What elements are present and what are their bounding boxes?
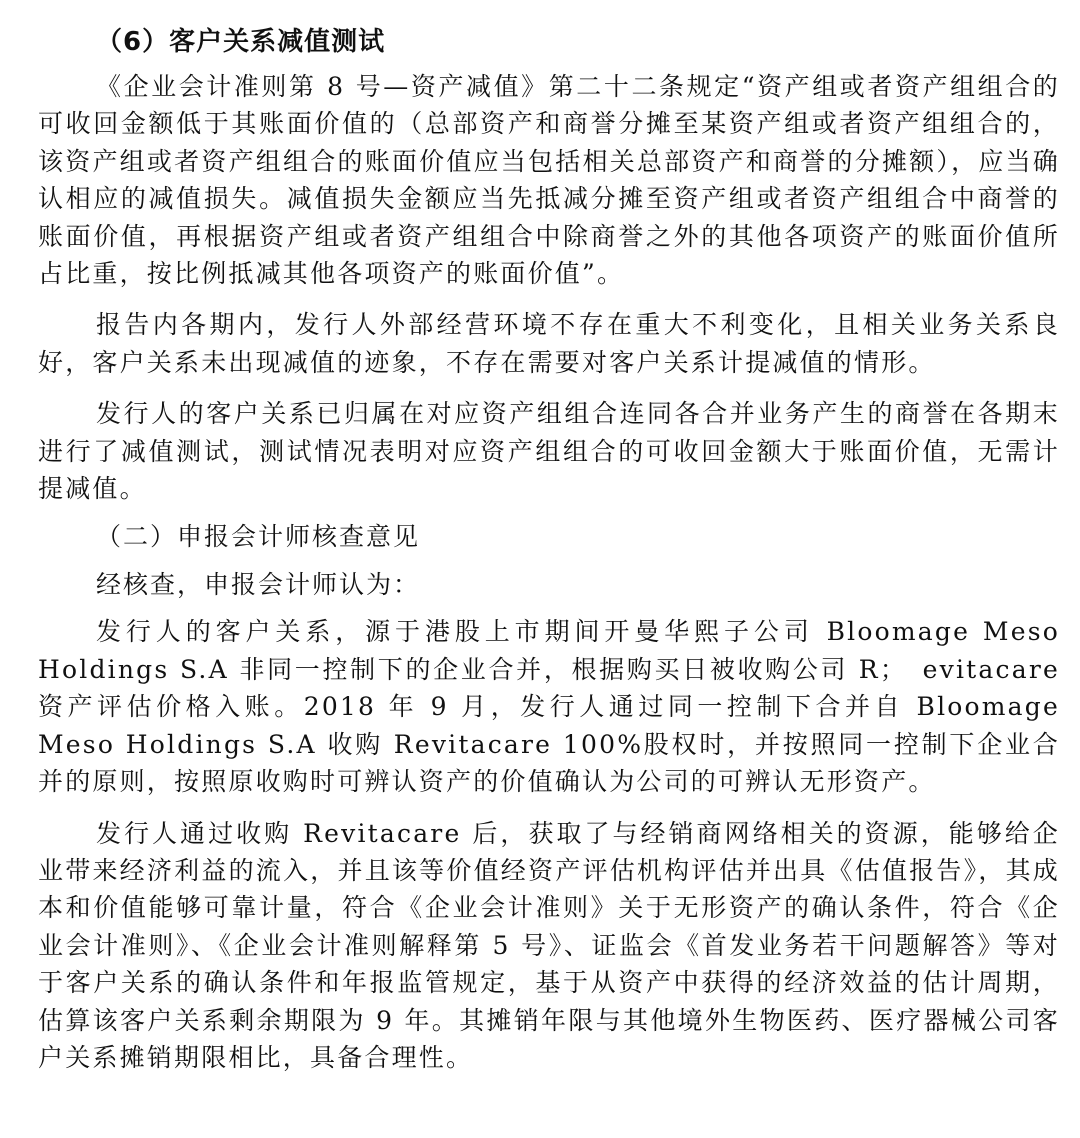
document-page — [38, 22, 1060, 1090]
paragraph-impairment-test: 发行人的客户关系已归属在对应资产组组合连同各合并业务产生的商誉在各期末进行了减值测试，测试情况表明对应资产组组合的可收回金额大于账面价值，无需计提减值。 — [38, 399, 1060, 504]
paragraph-environment: 报告内各期内，发行人外部经营环境不存在重大不利变化，且相关业务关系良好，客户关系未出现减值的迹象，不存在需要对客户关系计提减值的情形。 — [38, 310, 1060, 377]
opinion-heading: （二）申报会计师核查意见 — [96, 522, 421, 552]
paragraph-impairment-rule: 《企业会计准则第 8 号—资产减值》第二十二条规定“资产组或者资产组组合的可收回金额低于其账面价值的（总部资产和商誉分摊至某资产组或者资产组组合的，该资产组或者资产组组合的账面价值应当包括相关总部资产和商誉的分摊额），应当确认相应的减值损失。减值损失金额应当先抵减分摊至资产组或者资产组组合中商誉的账面价值，再根据资产组或者资产组组合中除商誉之外的其他各项资产的账面价值所占比重，按比例抵减其他各项资产的账面价值”。 — [38, 72, 1060, 289]
paragraph-customer-relationship-origin: 发行人的客户关系，源于港股上市期间开曼华熙子公司 Bloomage Meso Holdings S.A 非同一控制下的企业合并，根据购买日被收购公司 R； evitacare 资产评估价格入账。2018 年 9 月，发行人通过同一控制下合并自 Bloomage Meso Holdings S.A 收购 Revitacare 100%股权时，并按照同一控制下企业合并的原则，按照原收购时可辨认资产的价值确认为公司的可辨认无形资产。 — [38, 617, 1060, 797]
opinion-lead: 经核查，申报会计师认为： — [96, 570, 421, 600]
section-heading: （6）客户关系减值测试 — [96, 27, 386, 57]
paragraph-customer-relationship-recognition: 发行人通过收购 Revitacare 后，获取了与经销商网络相关的资源，能够给企业带来经济利益的流入，并且该等价值经资产评估机构评估并出具《估值报告》，其成本和价值能够可靠计量，符合《企业会计准则》关于无形资产的确认条件，符合《企业会计准则》、《企业会计准则解释第 5 号》、证监会《首发业务若干问题解答》等对于客户关系的确认条件和年报监管规定，基于从资产中获得的经济效益的估计周期，估算该客户关系剩余期限为 9 年。其摊销年限与其他境外生物医药、医疗器械公司客户关系摊销期限相比，具备合理性。 — [38, 818, 1060, 1072]
